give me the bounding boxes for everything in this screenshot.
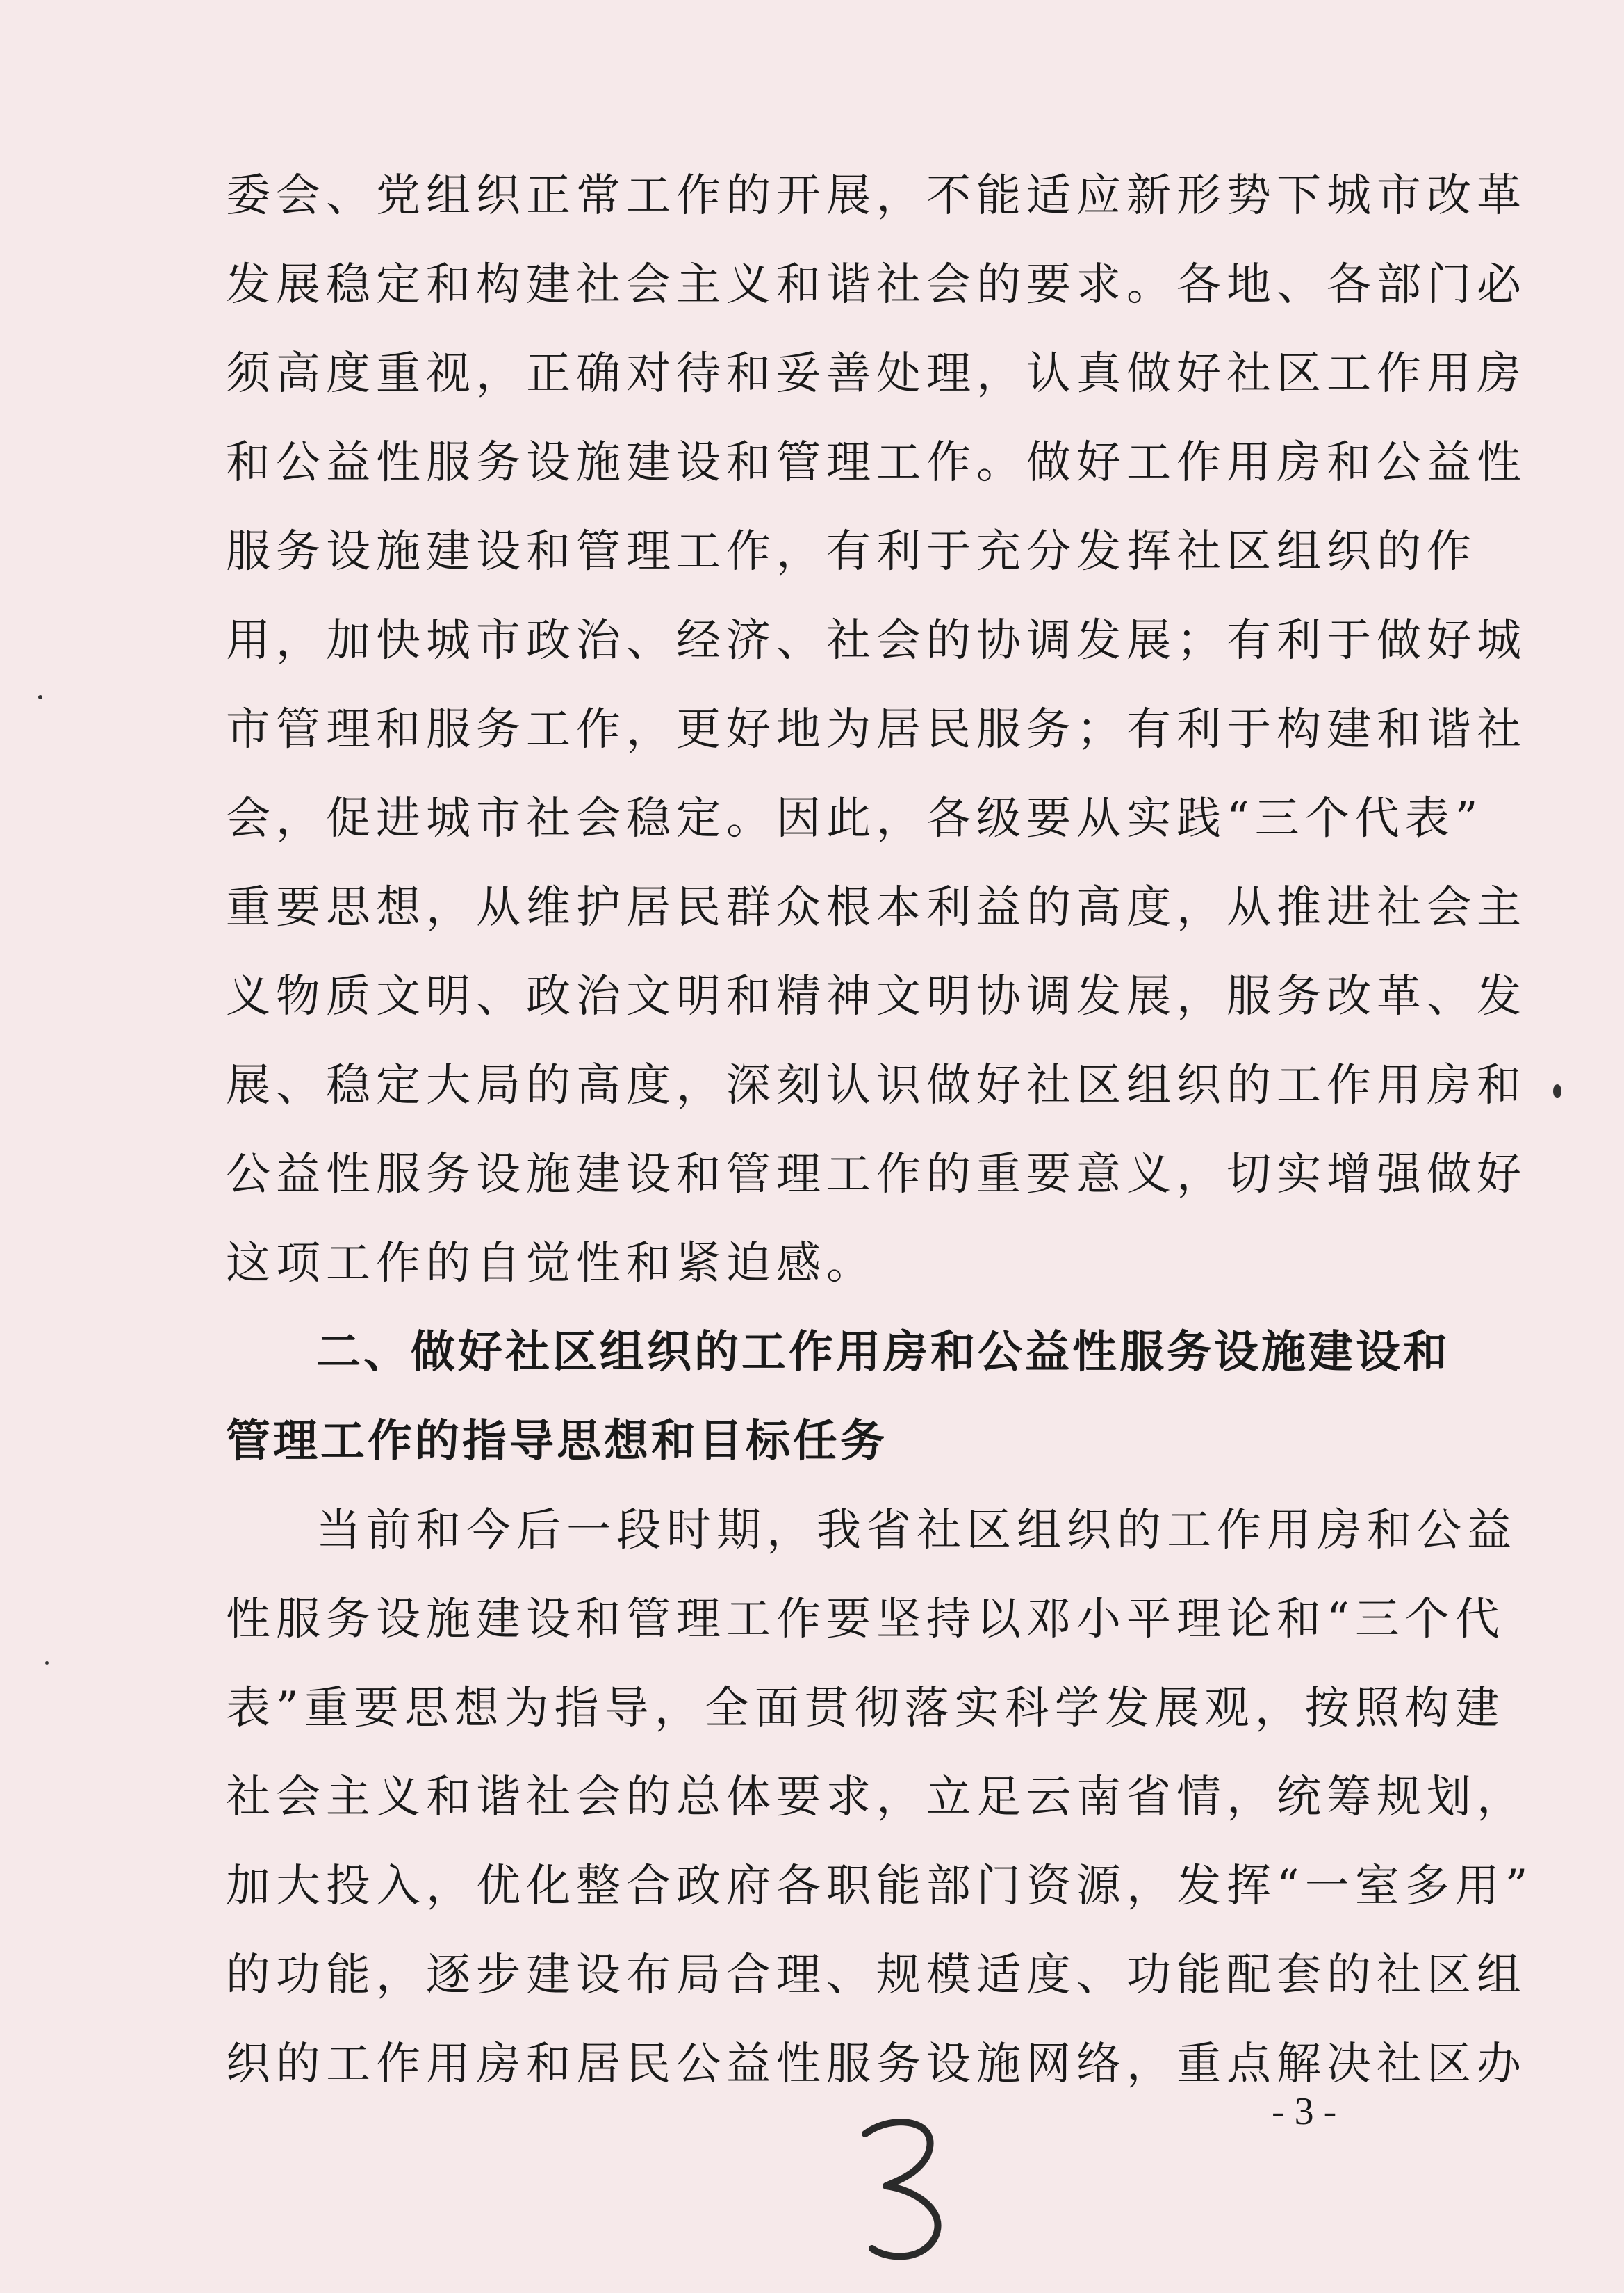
paragraph2-line-1: 当前和今后一段时期，我省社区组织的工作用房和公益 — [316, 1505, 1517, 1556]
paragraph2-line-2: 性服务设施建设和管理工作要坚持以邓小平理论和“三个代 — [226, 1594, 1505, 1645]
body-line-4: 和公益性服务设施建设和管理工作。做好工作用房和公益性 — [226, 437, 1527, 489]
paragraph2-line-6: 的功能，逐步建设布局合理、规模适度、功能配套的社区组 — [226, 1950, 1527, 2001]
scan-speck — [1553, 1084, 1561, 1098]
paragraph2-line-3: 表”重要思想为指导，全面贯彻落实科学发展观，按照构建 — [226, 1683, 1505, 1734]
body-line-8: 会，促进城市社会稳定。因此，各级要从实践“三个代表” — [226, 793, 1484, 844]
body-line-7: 市管理和服务工作，更好地为居民服务；有利于构建和谐社 — [226, 704, 1527, 756]
scan-speck — [38, 695, 42, 699]
body-line-3: 须高度重视，正确对待和妥善处理，认真做好社区工作用房 — [226, 348, 1527, 400]
scan-speck — [45, 1661, 49, 1665]
section-heading-line-2: 管理工作的指导思想和目标任务 — [226, 1416, 887, 1467]
body-line-2: 发展稳定和构建社会主义和谐社会的要求。各地、各部门必 — [226, 259, 1527, 311]
body-line-1: 委会、党组织正常工作的开展，不能适应新形势下城市改革 — [226, 170, 1527, 222]
paragraph2-line-7: 织的工作用房和居民公益性服务设施网络，重点解决社区办 — [226, 2039, 1527, 2090]
body-line-9: 重要思想，从维护居民群众根本利益的高度，从推进社会主 — [226, 882, 1527, 933]
page-number: - 3 - — [1272, 2090, 1337, 2133]
handwritten-3-icon — [851, 2106, 962, 2266]
paragraph2-line-4: 社会主义和谐社会的总体要求，立足云南省情，统筹规划， — [226, 1772, 1527, 1823]
body-line-13: 这项工作的自觉性和紧迫感。 — [226, 1238, 876, 1289]
body-line-10: 义物质文明、政治文明和精神文明协调发展，服务改革、发 — [226, 971, 1527, 1022]
body-line-11: 展、稳定大局的高度，深刻认识做好社区组织的工作用房和 — [226, 1060, 1527, 1111]
paragraph2-line-5: 加大投入，优化整合政府各职能部门资源，发挥“一室多用” — [226, 1861, 1534, 1912]
body-line-12: 公益性服务设施建设和管理工作的重要意义，切实增强做好 — [226, 1149, 1527, 1200]
section-heading-line-1: 二、做好社区组织的工作用房和公益性服务设施建设和 — [316, 1327, 1450, 1378]
body-line-6: 用，加快城市政治、经济、社会的协调发展；有利于做好城 — [226, 615, 1527, 667]
body-line-5: 服务设施建设和管理工作，有利于充分发挥社区组织的作 — [226, 526, 1477, 578]
